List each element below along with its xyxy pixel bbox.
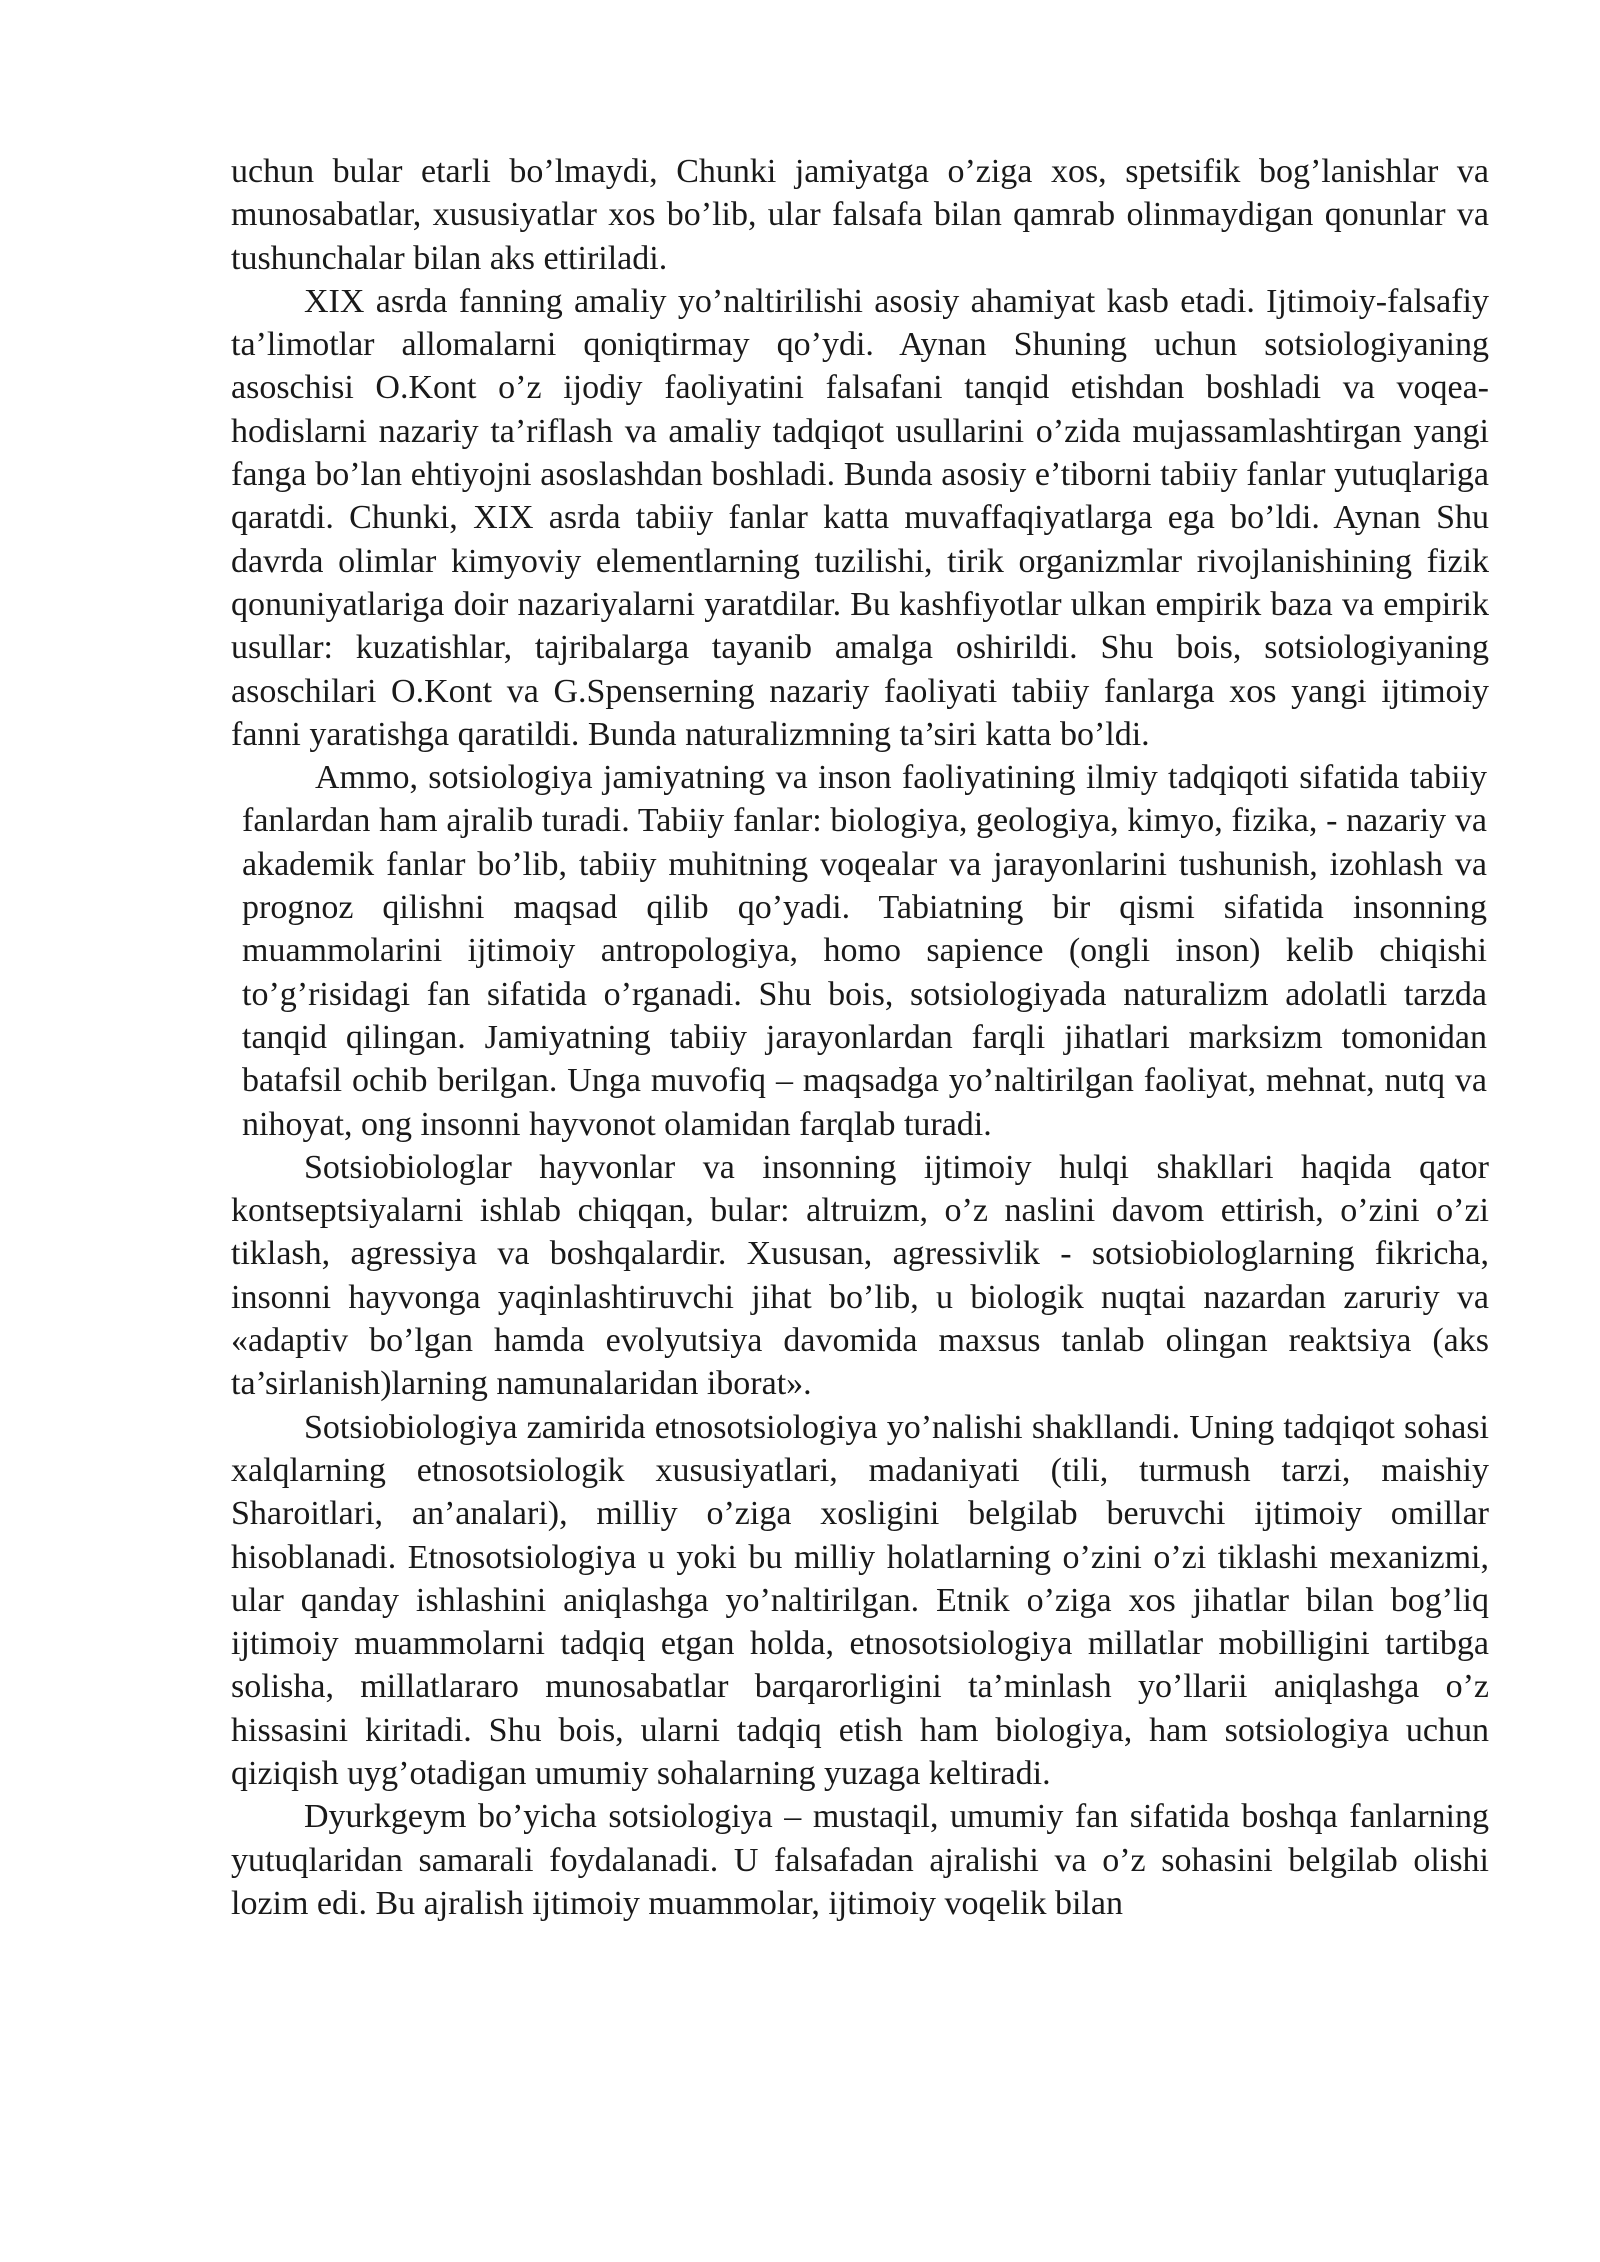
paragraph-natural-sciences: Ammo, sotsiologiya jamiyatning va inson faoliyatining ilmiy tadqiqoti sifatida tabiiy fanlardan ham ajralib turadi. Tabiiy fanlar: biologiya, geologiya, kimyo, fizika, - nazariy va akademik fanlar bo’lib, tabiiy muhitning voqealar va jarayonlarini tushunish, izohlash va prognoz qilishni maqsad qilib qo’yadi. Tabiatning bir qismi sifatida insonning muammolarini ijtimoiy antropologiya, homo sapience (ongli inson) kelib chiqishi to’g’risidagi fan sifatida o’rganadi. Shu bois, sotsiologiyada naturalizm adolatli tarzda tanqid qilingan. Jamiyatning tabiiy jarayonlardan farqli jihatlari marksizm tomonidan batafsil ochib berilgan. Unga muvofiq – maqsadga yo’naltirilgan faoliyat, mehnat, nutq va nihoyat, ong insonni hayvonot olamidan farqlab turadi. [242,759,1487,1143]
paragraph-xix-century: XIX asrda fanning amaliy yo’naltirilishi asosiy ahamiyat kasb etadi. Ijtimoiy-falsafiy ta’limotlar allomalarni qoniqtirmay qo’ydi. Aynan Shuning uchun sotsiologiyaning asoschisi O.Kont o’z ijodiy faoliyatini falsafani tanqid etishdan boshladi va voqea-hodislarni nazariy ta’riflash va amaliy tadqiqot usullarini o’zida mujassamlashtirgan yangi fanga bo’lan ehtiyojni asoslashdan boshladi. Bunda asosiy e’tiborni tabiiy fanlar yutuqlariga qaratdi. Chunki, XIX asrda tabiiy fanlar katta muvaffaqiyatlarga ega bo’ldi. Aynan Shu davrda olimlar kimyoviy elementlarning tuzilishi, tirik organizmlar rivojlanishining fizik qonuniyatlariga doir nazariyalarni yaratdilar. Bu kashfiyotlar ulkan empirik baza va empirik usullar: kuzatishlar, tajribalarga tayanib amalga oshirildi. Shu bois, sotsiologiyaning asoschilari O.Kont va G.Spenserning nazariy faoliyati tabiiy fanlarga xos yangi ijtimoiy fanni yaratishga qaratildi. Bunda naturalizmning ta’siri katta bo’ldi. [231,282,1489,753]
paragraph-durkheim: Dyurkgeym bo’yicha sotsiologiya – mustaqil, umumiy fan sifatida boshqa fanlarning yutuqlaridan samarali foydalanadi. U falsafadan ajralishi va o’z sohasini belgilab olishi lozim edi. Bu ajralish ijtimoiy muammolar, ijtimoiy voqelik bilan [231,1798,1489,1922]
body-text [231,150,1489,1925]
paragraph-ethnosociology: Sotsiobiologiya zamirida etnosotsiologiya yo’nalishi shakllandi. Uning tadqiqot sohasi xalqlarning etnosotsiologik xususiyatlari, madaniyati (tili, turmush tarzi, maishiy Sharoitlari, an’analari), milliy o’ziga xosligini belgilab beruvchi ijtimoiy omillar hisoblanadi. Etnosotsiologiya u yoki bu milliy holatlarning o’zini o’zi tiklashi mexanizmi, ular qanday ishlashini aniqlashga yo’naltirilgan. Etnik o’ziga xos jihatlar bilan bog’liq ijtimoiy muammolarni tadqiq etgan holda, etnosotsiologiya millatlar mobilligini tartibga solisha, millatlararo munosabatlar barqarorligini ta’minlash yo’llarii aniqlashga o’z hissasini kiritadi. Shu bois, ularni tadqiq etish ham biologiya, ham sotsiologiya uchun qiziqish uyg’otadigan umumiy sohalarning yuzaga keltiradi. [231,1408,1489,1792]
paragraph-sociobiologists: Sotsiobiologlar hayvonlar va insonning ijtimoiy hulqi shakllari haqida qator kontseptsiyalarni ishlab chiqqan, bular: altruizm, o’z naslini davom ettirish, o’zini o’zi tiklash, agressiya va boshqalardir. Xususan, agressivlik - sotsiobiologlarning fikricha, insonni hayvonga yaqinlashtiruvchi jihat bo’lib, u biologik nuqtai nazardan zaruriy va «adaptiv bo’lgan hamda evolyutsiya davomida maxsus tanlab olingan reaktsiya (aks ta’sirlanish)larning namunalaridan iborat». [231,1148,1489,1403]
paragraph-continuation: uchun bular etarli bo’lmaydi, Chunki jamiyatga o’ziga xos, spetsifik bog’lanishlar va munosabatlar, xususiyatlar xos bo’lib, ular falsafa bilan qamrab olinmaydigan qonunlar va tushunchalar bilan aks ettiriladi. [231,153,1489,277]
